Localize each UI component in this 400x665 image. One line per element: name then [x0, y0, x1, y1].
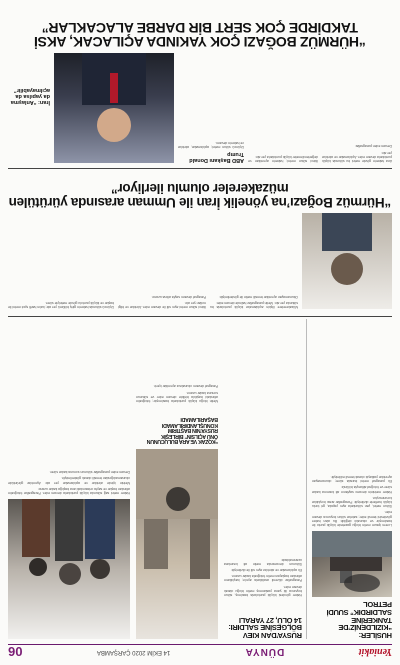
main-headline: “HÜRMÜZ BOĞAZI ÇOK YAKINDA AÇILACAK, AKSİ TAKDİRDE ÇOK SERT BİR DARBE ALACAKLAR” — [34, 19, 366, 50]
feature-headline: “Hürmüz Boğazı’na yönelik İran ile Umman arasında yürütülen müzakereler olumlu ilerliyor” — [8, 181, 392, 210]
street-scene-image — [136, 449, 218, 639]
rusya-body: Haber gövdesi küçük puntolarla basılmış, sütun boyunca iki yana yaslanmış metin bloğu olarak devam eder. Paragraflar düzenli aralıklarla ayrılır; başlıkların altından başlayan metin fotoğrafa kadar uzanır. Ek açıklamalar ve alıntılar aynı stil ile dizilmiştir. Sütunun devamında metin alt kısımlara uzanmaktadır. — [224, 557, 302, 597]
speaker-portrait-image — [54, 53, 174, 163]
feature-body-3: Üçüncü sütunda haberin giriş bölümü yer alır; kalın harfli spot metni ile başlar ve küçük puntolu gövde metniyle sürer. — [8, 300, 114, 309]
kozak-headline: “KOZAK VE ARA BULUCUNUN ÖNÜ AÇILSIN” BİRLEŞİK RUSYA’NIN BAŞTIRIM KONUŞLANDIRILAMADI BAŞARILAMADI — [147, 416, 218, 444]
column-rule — [306, 319, 307, 639]
main-body-1: Ana haberin gövde metni bu sütunda küçük puntolarla devam eder. Açıklamalar ve alıntılar yer alır. Devam eden paragraflar. — [322, 144, 392, 163]
official-portrait-image — [302, 213, 392, 309]
kozak-body: Metin bloğu küçük puntolarla basılmıştır; fotoğrafın altındaki başlıkla birlikte devam eder ve sütunun sonuna kadar uzanır. Paragraf devamı okunaksız ayrıntılar içerir. — [136, 384, 218, 403]
iran-official-photo — [302, 213, 392, 309]
tanker-image — [312, 531, 392, 597]
protest-photo — [8, 499, 130, 639]
husiler-photo — [312, 531, 392, 597]
protest-body: Haber metni sağ sütunda küçük puntolarla devam eder. Paragraflar fotoğrafın altından başlar ve sayfa ortasındaki ana başlığa kadar uzanır. Metnin içinde alıntılar ve açıklamalar yer alır. Ayrıntılar görüntüde okunamadığından temsili olarak gösterilmiştir. Devam eden paragraflar sütunun sonuna kadar sürer. — [8, 470, 130, 495]
main-caption: İran: “Anlaşma da yapılsa da açılmayabilir” — [10, 86, 50, 105]
trump-photo — [54, 53, 174, 163]
band-rule — [8, 316, 392, 317]
rusya-headline: RUSYA’DAN KIEV BÖLGESİNE SALDIRI: 14 ÖLÜ, 27 YARALI — [228, 615, 302, 640]
feature-body-1: Müzakerelere ilişkin açıklamalar küçük puntolarla bu sütunda yer alır. Metin paragraflar halinde devam eder. Okunamayan ayrıntılar temsili metin ile gösterilmiştir. — [210, 294, 298, 309]
husiler-headline: HUSİLER: “KIZILDENİZ’DE TANKERİNE SALDIRDIK” SUUDİ PETROL — [326, 600, 392, 640]
page-number: 06 — [8, 644, 23, 660]
section-label: DÜNYA — [244, 646, 285, 658]
kozak-photo — [136, 449, 218, 639]
feature-body-2: İkinci sütun metni aynı stil ile devam eder. Alıntılar ve bilgi notları yer alır. Paragraf devamı sayfa altına uzanır. — [118, 294, 206, 309]
page-header — [8, 644, 392, 659]
husiler-body: Lorem ipsum metin bloğu gazetede küçük punto ile basılmıştır ve okunaklı değildir. Bu alan haber gövdesini temsil eder; satırlar sütun boyunca devam eder. Sütun metni, yan sütunlarla aynı yapıda, gri tonlu küçük harflerle dizilmiştir. Paragraflar arası boşluklar korunmuştur. Haber metninin devamı sayfanın alt kısmına kadar sürer ve fotoğraf altlarıyla bölünür. Ek paragraf metni burada sürer; okunamayan ayrıntılar yaklaşık olarak temsil edilmiştir. — [312, 474, 392, 527]
crowd-image — [8, 499, 130, 639]
issue-date: 14 EKİM 2020 ÇARŞAMBA — [96, 649, 171, 655]
newspaper-logo: Yeniakit — [358, 646, 392, 658]
main-quote: ABD Başkanı Donald Trump — [189, 150, 244, 163]
main-body-2: İkinci sütun metni; haberin ayrıntıları ve değerlendirmeler küçük puntolarla yer alır. — [248, 154, 318, 163]
main-rule — [8, 168, 392, 169]
main-body-3: Üçüncü sütun metni; açıklamalar, alıntılar ve haberin devamı. — [178, 140, 244, 149]
